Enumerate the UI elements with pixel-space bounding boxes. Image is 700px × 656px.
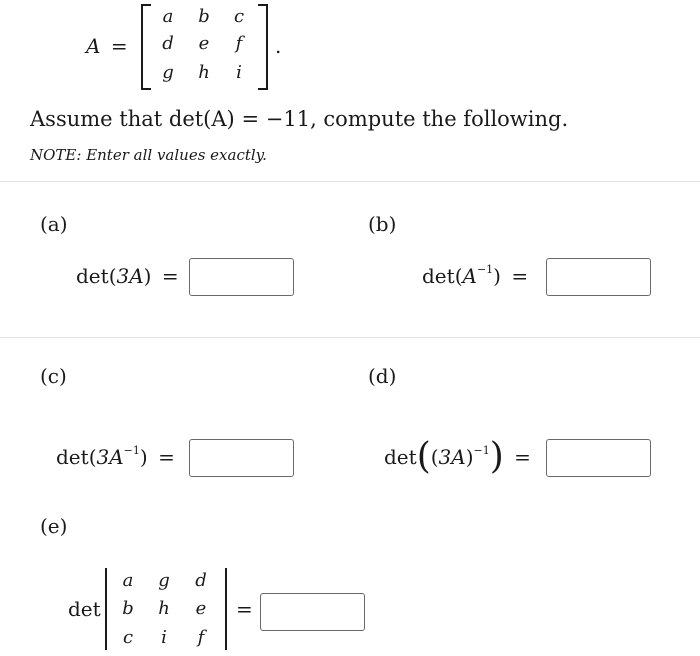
matrix-cell: e	[198, 33, 210, 54]
part-b-answer-input[interactable]	[546, 258, 651, 296]
part-e-label: (e)	[40, 514, 68, 538]
matrix-cell: i	[236, 62, 242, 83]
determinant-cell: g	[158, 570, 170, 591]
matrix-cell: d	[162, 33, 174, 54]
part-c-answer-input[interactable]	[189, 439, 294, 477]
matrix-equals: =	[110, 34, 128, 58]
part-a-label: (a)	[40, 212, 68, 236]
determinant-cell: b	[122, 598, 134, 619]
matrix-symbol: A	[86, 34, 101, 58]
part-d-label: (d)	[368, 364, 397, 388]
determinant-cell: h	[158, 598, 170, 619]
part-c-expression: $\det(3A^{-1})$ =	[56, 444, 175, 469]
determinant-cell: c	[122, 627, 134, 648]
part-e-det-label: det	[68, 597, 101, 621]
matrix-cell: f	[235, 33, 243, 54]
matrix-cell: a	[162, 6, 174, 27]
part-c-label: (c)	[40, 364, 67, 388]
determinant-cell: d	[195, 570, 207, 591]
matrix-cell: b	[198, 6, 210, 27]
part-e-answer-input[interactable]	[260, 593, 365, 631]
note-text: NOTE: Enter all values exactly.	[30, 146, 267, 164]
part-d-expression: $\det((3A)^{-1})$ =	[384, 436, 531, 477]
problem-statement: Assume that det(A) = −11, compute the following.	[30, 107, 569, 131]
matrix-right-bracket	[258, 4, 268, 90]
determinant-cell: e	[195, 598, 207, 619]
part-b-label: (b)	[368, 212, 397, 236]
part-d-answer-input[interactable]	[546, 439, 651, 477]
det-a-value: −11	[265, 107, 311, 131]
matrix-cell: c	[233, 6, 245, 27]
section-divider	[0, 181, 700, 182]
matrix-cell: h	[198, 62, 210, 83]
determinant-right-bar	[225, 568, 227, 650]
part-e-equals: =	[236, 597, 253, 621]
matrix-left-bracket	[141, 4, 151, 90]
part-a-answer-input[interactable]	[189, 258, 294, 296]
determinant-cell: i	[161, 627, 167, 648]
matrix-label	[86, 34, 128, 58]
part-b-expression: $\det(A^{-1})$ =	[422, 263, 529, 288]
determinant-cell: f	[197, 627, 205, 648]
matrix-period: .	[275, 34, 282, 58]
matrix-cell: g	[162, 62, 174, 83]
section-divider	[0, 337, 700, 338]
part-a-expression: det(3A) =	[76, 264, 179, 288]
det-a-expression: det(A)	[168, 107, 235, 131]
determinant-cell: a	[122, 570, 134, 591]
determinant-left-bar	[105, 568, 107, 650]
